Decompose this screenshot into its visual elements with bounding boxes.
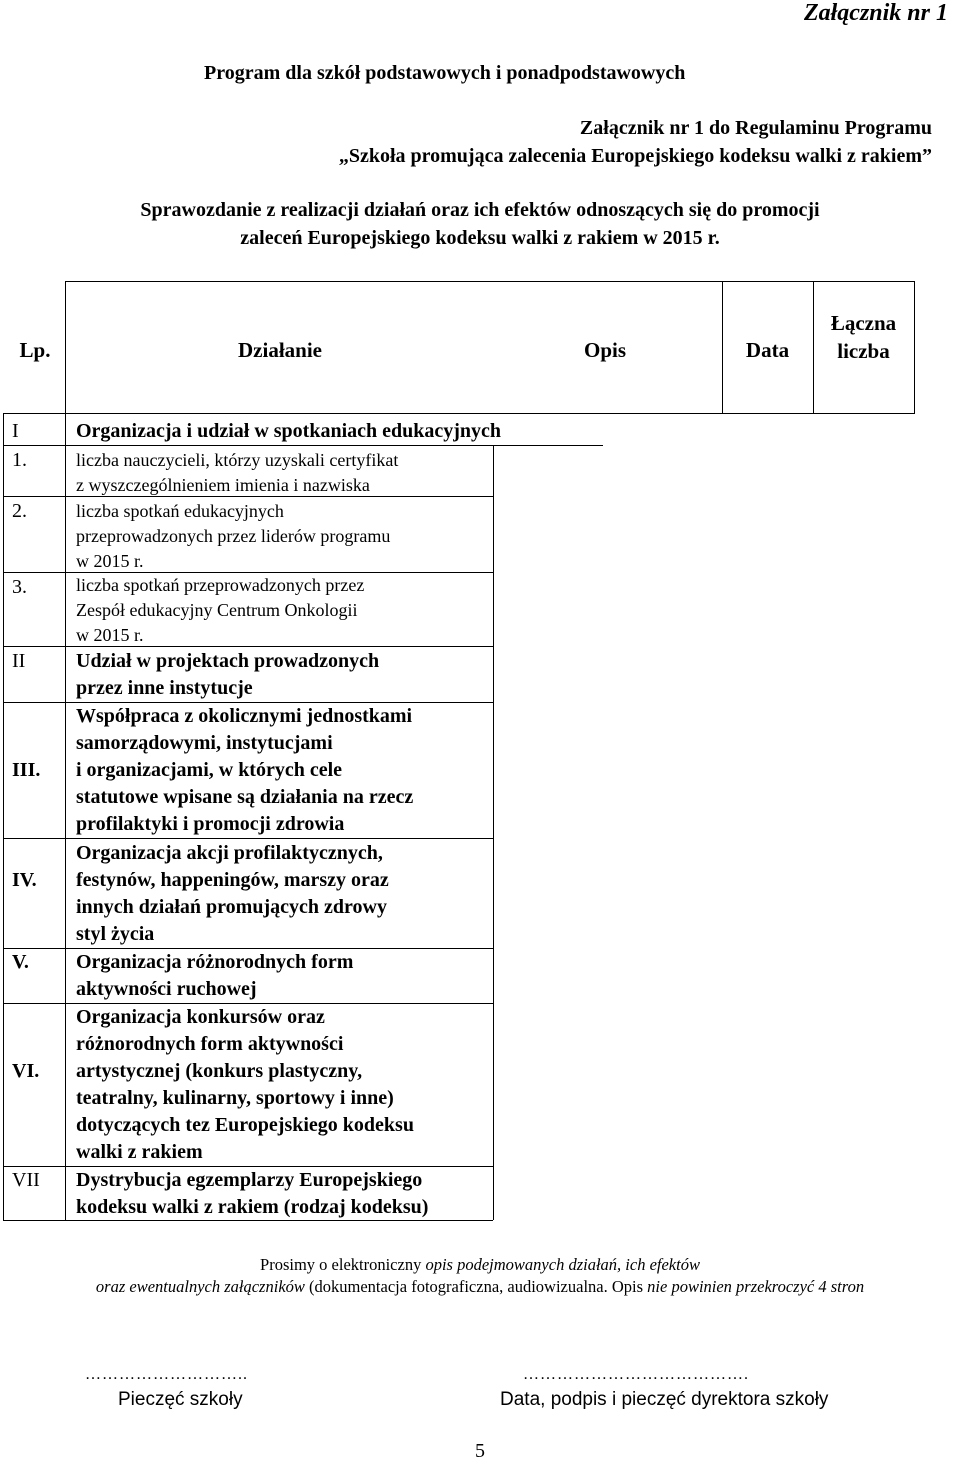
director-signature-dots: ………………………………….	[523, 1366, 749, 1383]
row-action	[76, 949, 353, 1003]
row-action-line: i organizacjami, w których cele	[76, 759, 343, 781]
row-action-line: liczba spotkań przeprowadzonych przez	[76, 575, 365, 595]
row-action	[76, 418, 501, 445]
row-number: I	[12, 420, 19, 442]
row-action	[76, 1004, 414, 1166]
row-action-line: Organizacja akcji profilaktycznych,	[76, 842, 383, 864]
school-stamp-label: Pieczęć szkoły	[118, 1389, 243, 1410]
footer-note-emphasis: oraz ewentualnych załączników	[95, 1277, 305, 1296]
row-action	[76, 840, 389, 948]
row-number: 1.	[12, 449, 27, 471]
column-header-description: Opis	[583, 338, 627, 362]
row-action	[76, 1167, 428, 1221]
footer-note-emphasis: opis podejmowanych działań, ich efektów	[425, 1255, 700, 1274]
footer-note-line1	[0, 1255, 960, 1275]
table-border-left	[3, 413, 4, 1220]
row-number: III.	[12, 759, 41, 781]
row-number: IV.	[12, 869, 37, 891]
table-border-right	[914, 281, 915, 413]
row-number: V.	[12, 951, 29, 973]
row-divider	[3, 445, 603, 446]
row-action-line: przeprowadzonych przez liderów programu	[76, 526, 391, 546]
row-action-line: festynów, happeningów, marszy oraz	[76, 869, 389, 891]
row-number: 2.	[12, 500, 27, 522]
row-action	[76, 703, 413, 838]
row-action-line: różnorodnych form aktywności	[76, 1033, 344, 1055]
body-col-divider	[493, 445, 494, 1220]
attachment-label: Załącznik nr 1	[803, 0, 948, 26]
row-action-line: z wyszczególnieniem imienia i nazwiska	[76, 475, 370, 495]
row-action-line: kodeksu walki z rakiem (rodzaj kodeksu)	[76, 1196, 429, 1218]
row-action	[76, 648, 379, 702]
footer-note-text: (dokumentacja fotograficzna, audiowizualna. Opis	[304, 1277, 648, 1296]
report-title-line2: zaleceń Europejskiego kodeksu walki z rakiem w 2015 r.	[240, 227, 720, 249]
column-header-action: Działanie	[238, 338, 322, 362]
row-action-line: Organizacja konkursów oraz	[76, 1006, 325, 1028]
column-header-lp: Lp.	[19, 338, 51, 362]
row-number: VII	[12, 1169, 40, 1191]
program-title: Program dla szkół podstawowych i ponadpodstawowych	[204, 62, 686, 84]
footer-note-emphasis: nie powinien przekroczyć 4 stron	[647, 1277, 865, 1296]
row-action-line: przez inne instytucje	[76, 677, 253, 699]
column-header-total-line1: Łączna	[830, 311, 897, 335]
column-header-total-line2: liczba	[837, 339, 890, 363]
row-action-line: walki z rakiem	[76, 1141, 203, 1163]
report-title-line1: Sprawozdanie z realizacji działań oraz ich efektów odnoszących się do promocji	[140, 199, 820, 221]
row-action-line: liczba spotkań edukacyjnych	[76, 501, 284, 521]
row-number: 3.	[12, 576, 27, 598]
row-action-line: styl życia	[76, 923, 155, 945]
row-action-line: profilaktyki i promocji zdrowia	[76, 813, 345, 835]
row-action	[76, 499, 390, 574]
row-action-line: Współpraca z okolicznymi jednostkami	[76, 705, 413, 727]
row-action	[76, 448, 398, 498]
row-action-line: liczba nauczycieli, którzy uzyskali certyfikat	[76, 450, 399, 470]
row-action-line: samorządowymi, instytucjami	[76, 732, 333, 754]
body-col-divider	[65, 413, 66, 1220]
footer-note-line2	[0, 1277, 960, 1297]
regulation-title-line2: „Szkoła promująca zalecenia Europejskiego kodeksu walki z rakiem”	[338, 145, 932, 167]
row-action-line: Zespół edukacyjny Centrum Onkologii	[76, 600, 358, 620]
row-action-line: w 2015 r.	[76, 551, 144, 571]
row-action-line: Organizacja różnorodnych form	[76, 951, 354, 973]
school-stamp-dots: ………………………..	[85, 1366, 248, 1383]
row-action-line: aktywności ruchowej	[76, 978, 257, 1000]
table-border-top	[65, 281, 915, 282]
row-action-line: teatralny, kulinarny, sportowy i inne)	[76, 1087, 394, 1109]
row-action	[76, 573, 364, 648]
row-action-line: Organizacja i udział w spotkaniach edukacyjnych	[76, 420, 502, 442]
footer-note-text: Prosimy o elektroniczny	[260, 1255, 426, 1274]
row-number: VI.	[12, 1060, 40, 1082]
row-action-line: dotyczących tez Europejskiego kodeksu	[76, 1114, 414, 1136]
page-number: 5	[475, 1440, 485, 1462]
row-action-line: w 2015 r.	[76, 625, 144, 645]
row-action-line: innych działań promujących zdrowy	[76, 896, 387, 918]
row-number: II	[12, 650, 26, 672]
row-divider	[3, 838, 493, 839]
row-action-line: Udział w projektach prowadzonych	[76, 650, 380, 672]
regulation-title-line1: Załącznik nr 1 do Regulaminu Programu	[579, 117, 932, 139]
row-action-line: statutowe wpisane są działania na rzecz	[76, 786, 414, 808]
column-header-date: Data	[745, 338, 790, 362]
director-signature-label: Data, podpis i pieczęć dyrektora szkoły	[500, 1389, 829, 1410]
row-action-line: artystycznej (konkurs plastyczny,	[76, 1060, 363, 1082]
row-action-line: Dystrybucja egzemplarzy Europejskiego	[76, 1169, 423, 1191]
header-col-divider	[65, 281, 66, 413]
table-header-divider	[3, 413, 915, 414]
